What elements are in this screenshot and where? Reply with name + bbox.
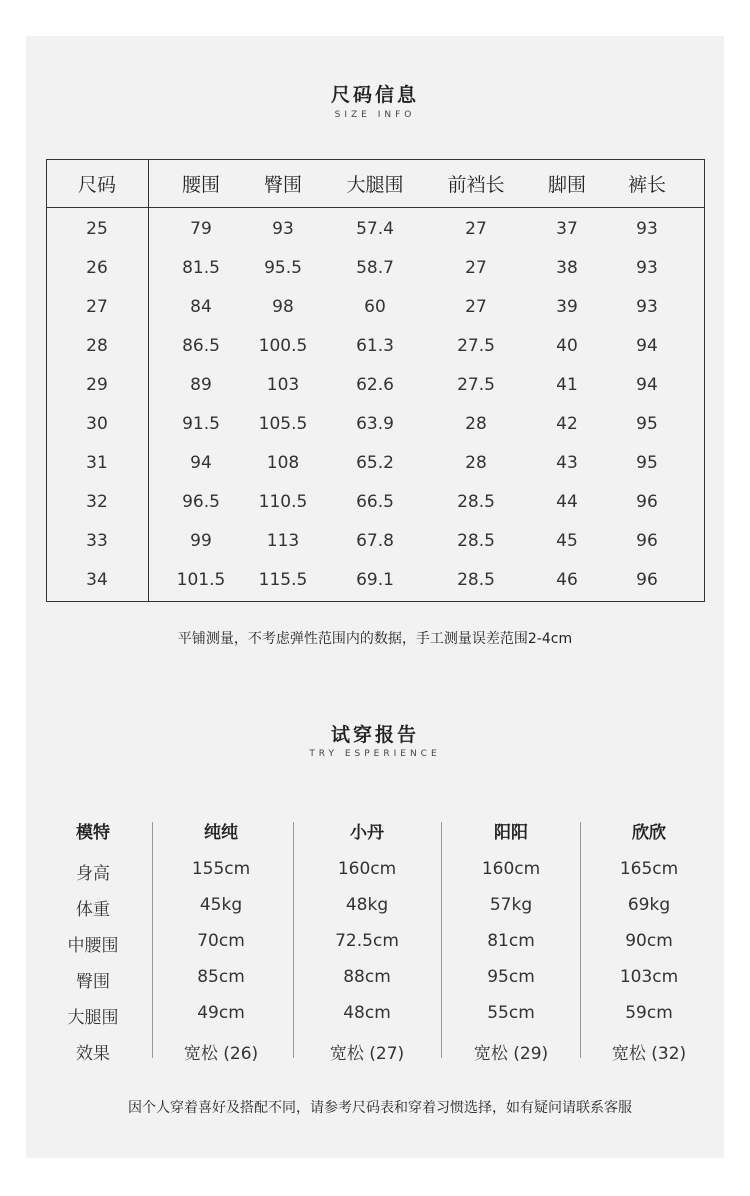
table-cell: 45 (556, 531, 578, 551)
measure-value: 45kg (199, 895, 243, 915)
table-header-cell: 腰围 (181, 174, 221, 196)
table-cell: 89 (190, 375, 212, 395)
measure-value: 55cm (487, 1003, 535, 1023)
table-cell: 28.5 (457, 570, 495, 590)
measure-label: 体重 (76, 900, 110, 920)
table-cell: 94 (190, 453, 212, 473)
table-cell: 96 (636, 531, 658, 551)
table-header-cell: 尺码 (77, 174, 117, 196)
table-cell: 34 (86, 570, 108, 590)
table-cell: 103 (266, 375, 300, 395)
table-cell: 94 (636, 375, 658, 395)
table-cell: 28 (465, 453, 487, 473)
measure-value: 165cm (619, 859, 679, 879)
measure-value: 48kg (345, 895, 389, 915)
table-cell: 38 (556, 258, 578, 278)
measure-value: 81cm (487, 931, 535, 951)
table-cell: 27 (465, 297, 487, 317)
measure-value: 155cm (191, 859, 251, 879)
table-cell: 100.5 (258, 336, 308, 356)
try-column-divider (152, 822, 153, 1058)
table-cell: 91.5 (182, 414, 220, 434)
table-cell: 96 (636, 492, 658, 512)
table-cell: 63.9 (356, 414, 394, 434)
table-cell: 66.5 (356, 492, 394, 512)
table-cell: 93 (636, 297, 658, 317)
table-cell: 39 (556, 297, 578, 317)
table-header-divider (47, 207, 704, 208)
model-name: 阳阳 (494, 823, 528, 843)
measure-value: 90cm (625, 931, 673, 951)
table-cell: 27 (86, 297, 108, 317)
model-name: 纯纯 (204, 823, 238, 843)
measure-value: 宽松 (29) (473, 1044, 549, 1064)
table-cell: 41 (556, 375, 578, 395)
table-cell: 101.5 (176, 570, 226, 590)
table-cell: 42 (556, 414, 578, 434)
table-cell: 44 (556, 492, 578, 512)
measure-value: 95cm (487, 967, 535, 987)
table-cell: 86.5 (182, 336, 220, 356)
measure-value: 88cm (343, 967, 391, 987)
table-cell: 61.3 (356, 336, 394, 356)
try-column-divider (441, 822, 442, 1058)
table-cell: 25 (86, 219, 108, 239)
measure-label: 中腰围 (67, 936, 119, 956)
table-cell: 98 (272, 297, 294, 317)
measure-label: 臀围 (76, 972, 110, 992)
table-cell: 93 (636, 258, 658, 278)
measure-value: 宽松 (32) (611, 1044, 687, 1064)
table-cell: 110.5 (258, 492, 308, 512)
table-cell: 40 (556, 336, 578, 356)
table-cell: 27 (465, 219, 487, 239)
model-name: 欣欣 (632, 823, 666, 843)
table-cell: 27 (465, 258, 487, 278)
try-column-divider (580, 822, 581, 1058)
model-name: 小丹 (350, 823, 384, 843)
measure-label: 大腿围 (67, 1008, 119, 1028)
table-cell: 37 (556, 219, 578, 239)
measure-value: 69kg (627, 895, 671, 915)
table-header-cell: 臀围 (263, 174, 303, 196)
table-cell: 95.5 (264, 258, 302, 278)
table-cell: 27.5 (457, 375, 495, 395)
table-cell: 32 (86, 492, 108, 512)
table-cell: 93 (272, 219, 294, 239)
table-cell: 99 (190, 531, 212, 551)
measure-value: 160cm (481, 859, 541, 879)
table-cell: 65.2 (356, 453, 394, 473)
table-cell: 27.5 (457, 336, 495, 356)
measure-value: 48cm (343, 1003, 391, 1023)
measure-value: 49cm (197, 1003, 245, 1023)
table-header-cell: 大腿围 (346, 174, 404, 196)
table-cell: 95 (636, 453, 658, 473)
table-cell: 28 (465, 414, 487, 434)
table-header-cell: 前裆长 (447, 174, 505, 196)
measure-value: 59cm (625, 1003, 673, 1023)
table-cell: 28.5 (457, 492, 495, 512)
table-header-cell: 裤长 (627, 174, 667, 196)
table-cell: 26 (86, 258, 108, 278)
table-header-cell: 脚围 (547, 174, 587, 196)
table-cell: 28 (86, 336, 108, 356)
table-cell: 30 (86, 414, 108, 434)
table-cell: 33 (86, 531, 108, 551)
table-cell: 96.5 (182, 492, 220, 512)
measure-value: 72.5cm (335, 931, 399, 951)
table-cell: 67.8 (356, 531, 394, 551)
table-cell: 108 (266, 453, 300, 473)
measure-value: 57kg (489, 895, 533, 915)
table-cell: 84 (190, 297, 212, 317)
try-report-title: 试穿报告 (330, 724, 419, 746)
table-cell: 81.5 (182, 258, 220, 278)
table-column-divider (148, 160, 149, 601)
measure-value: 160cm (337, 859, 397, 879)
table-cell: 94 (636, 336, 658, 356)
measurement-note: 平铺测量，不考虑弹性范围内的数据，手工测量误差范围2-4cm (177, 631, 573, 647)
table-cell: 115.5 (258, 570, 308, 590)
table-cell: 69.1 (356, 570, 394, 590)
table-cell: 62.6 (356, 375, 394, 395)
measure-value: 103cm (619, 967, 679, 987)
size-info-subtitle: SIZE INFO (334, 110, 416, 120)
measure-value: 70cm (197, 931, 245, 951)
table-cell: 60 (364, 297, 386, 317)
measure-value: 宽松 (27) (329, 1044, 405, 1064)
footer-note: 因个人穿着喜好及搭配不同，请参考尺码表和穿着习惯选择，如有疑问请联系客服 (128, 1100, 632, 1116)
measure-value: 85cm (197, 967, 245, 987)
table-cell: 29 (86, 375, 108, 395)
table-cell: 113 (266, 531, 300, 551)
measure-label: 效果 (76, 1044, 110, 1064)
table-cell: 93 (636, 219, 658, 239)
table-cell: 95 (636, 414, 658, 434)
model-label-header: 模特 (76, 823, 110, 843)
table-cell: 31 (86, 453, 108, 473)
table-cell: 57.4 (356, 219, 394, 239)
try-column-divider (293, 822, 294, 1058)
size-info-title: 尺码信息 (330, 84, 419, 106)
measure-label: 身高 (76, 864, 110, 884)
table-cell: 105.5 (258, 414, 308, 434)
table-cell: 96 (636, 570, 658, 590)
table-cell: 43 (556, 453, 578, 473)
measure-value: 宽松 (26) (183, 1044, 259, 1064)
table-cell: 28.5 (457, 531, 495, 551)
table-cell: 58.7 (356, 258, 394, 278)
table-cell: 46 (556, 570, 578, 590)
try-report-subtitle: TRY ESPERIENCE (309, 749, 441, 759)
table-cell: 79 (190, 219, 212, 239)
